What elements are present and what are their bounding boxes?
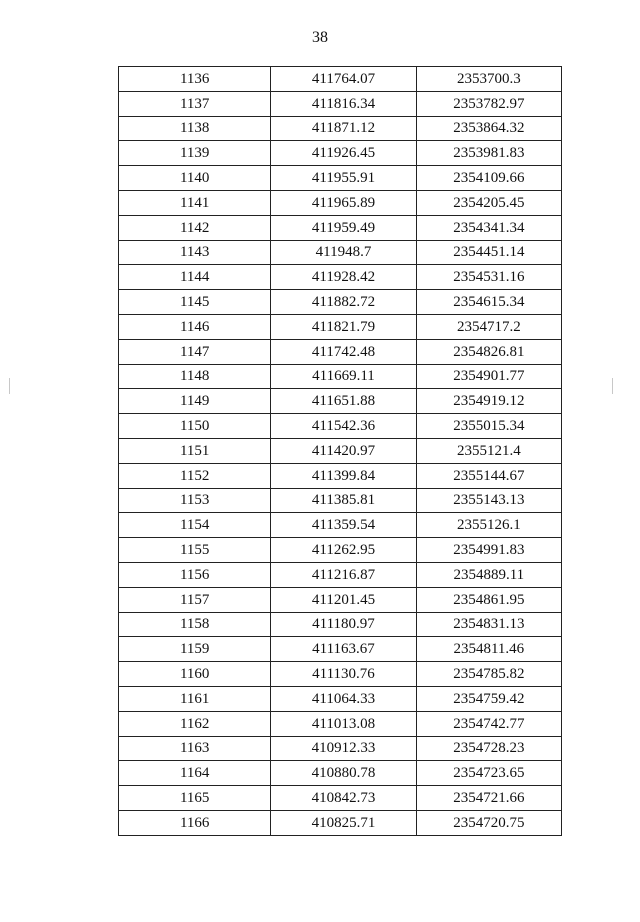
table-row	[119, 67, 562, 92]
cell-point: 1140	[119, 166, 271, 191]
cell-y: 2354889.11	[416, 562, 561, 587]
cell-point: 1150	[119, 414, 271, 439]
table-row	[119, 686, 562, 711]
cell-point: 1163	[119, 736, 271, 761]
table-row	[119, 240, 562, 265]
cell-x: 411959.49	[271, 215, 416, 240]
table-row	[119, 736, 562, 761]
cell-point: 1159	[119, 637, 271, 662]
cell-y: 2354721.66	[416, 786, 561, 811]
cell-point: 1151	[119, 438, 271, 463]
table-row	[119, 711, 562, 736]
cell-point: 1164	[119, 761, 271, 786]
table-row	[119, 513, 562, 538]
cell-x: 411965.89	[271, 190, 416, 215]
cell-point: 1139	[119, 141, 271, 166]
cell-point: 1146	[119, 314, 271, 339]
cell-x: 411948.7	[271, 240, 416, 265]
table-row	[119, 265, 562, 290]
cell-y: 2354811.46	[416, 637, 561, 662]
cell-x: 411871.12	[271, 116, 416, 141]
table-row	[119, 562, 562, 587]
cell-x: 411882.72	[271, 290, 416, 315]
cell-x: 411764.07	[271, 67, 416, 92]
table-row	[119, 488, 562, 513]
cell-y: 2354785.82	[416, 662, 561, 687]
cell-x: 411385.81	[271, 488, 416, 513]
cell-point: 1145	[119, 290, 271, 315]
cell-point: 1147	[119, 339, 271, 364]
cell-point: 1136	[119, 67, 271, 92]
cell-y: 2354720.75	[416, 810, 561, 835]
cell-point: 1153	[119, 488, 271, 513]
scan-mark-right	[612, 378, 613, 394]
cell-y: 2353981.83	[416, 141, 561, 166]
cell-y: 2353864.32	[416, 116, 561, 141]
cell-y: 2354901.77	[416, 364, 561, 389]
table-row	[119, 463, 562, 488]
cell-point: 1142	[119, 215, 271, 240]
cell-y: 2354826.81	[416, 339, 561, 364]
cell-x: 411420.97	[271, 438, 416, 463]
cell-point: 1143	[119, 240, 271, 265]
cell-point: 1160	[119, 662, 271, 687]
cell-point: 1152	[119, 463, 271, 488]
cell-x: 411928.42	[271, 265, 416, 290]
table-row	[119, 364, 562, 389]
cell-y: 2355144.67	[416, 463, 561, 488]
cell-x: 410912.33	[271, 736, 416, 761]
cell-x: 411669.11	[271, 364, 416, 389]
cell-y: 2353700.3	[416, 67, 561, 92]
table-row	[119, 761, 562, 786]
cell-x: 411201.45	[271, 587, 416, 612]
cell-point: 1137	[119, 91, 271, 116]
cell-x: 411821.79	[271, 314, 416, 339]
scan-mark-left	[9, 378, 10, 394]
cell-y: 2355126.1	[416, 513, 561, 538]
cell-y: 2354615.34	[416, 290, 561, 315]
cell-point: 1141	[119, 190, 271, 215]
cell-x: 411542.36	[271, 414, 416, 439]
cell-y: 2354723.65	[416, 761, 561, 786]
cell-x: 411955.91	[271, 166, 416, 191]
table-row	[119, 314, 562, 339]
cell-x: 410880.78	[271, 761, 416, 786]
table-row	[119, 290, 562, 315]
table-row	[119, 637, 562, 662]
cell-x: 411359.54	[271, 513, 416, 538]
table-row	[119, 612, 562, 637]
cell-y: 2355015.34	[416, 414, 561, 439]
cell-x: 411399.84	[271, 463, 416, 488]
cell-x: 411651.88	[271, 389, 416, 414]
cell-x: 411262.95	[271, 538, 416, 563]
cell-x: 410825.71	[271, 810, 416, 835]
cell-y: 2353782.97	[416, 91, 561, 116]
cell-point: 1155	[119, 538, 271, 563]
cell-point: 1156	[119, 562, 271, 587]
cell-y: 2354717.2	[416, 314, 561, 339]
cell-y: 2354109.66	[416, 166, 561, 191]
table-row	[119, 141, 562, 166]
cell-point: 1161	[119, 686, 271, 711]
table-row	[119, 786, 562, 811]
table-row	[119, 116, 562, 141]
cell-point: 1166	[119, 810, 271, 835]
cell-y: 2354728.23	[416, 736, 561, 761]
table-row	[119, 91, 562, 116]
cell-x: 411816.34	[271, 91, 416, 116]
cell-y: 2354205.45	[416, 190, 561, 215]
coordinate-table	[118, 66, 562, 836]
cell-point: 1165	[119, 786, 271, 811]
cell-y: 2355143.13	[416, 488, 561, 513]
table-row	[119, 538, 562, 563]
cell-point: 1158	[119, 612, 271, 637]
cell-point: 1144	[119, 265, 271, 290]
cell-x: 411013.08	[271, 711, 416, 736]
table-row	[119, 810, 562, 835]
table-row	[119, 190, 562, 215]
cell-y: 2354919.12	[416, 389, 561, 414]
cell-x: 411163.67	[271, 637, 416, 662]
cell-point: 1162	[119, 711, 271, 736]
table-row	[119, 438, 562, 463]
cell-y: 2354861.95	[416, 587, 561, 612]
cell-point: 1148	[119, 364, 271, 389]
cell-y: 2354991.83	[416, 538, 561, 563]
cell-y: 2354759.42	[416, 686, 561, 711]
cell-y: 2355121.4	[416, 438, 561, 463]
table-row	[119, 662, 562, 687]
page-number: 38	[312, 29, 328, 46]
cell-x: 411064.33	[271, 686, 416, 711]
table-row	[119, 339, 562, 364]
cell-x: 410842.73	[271, 786, 416, 811]
coordinate-table-body	[119, 67, 562, 836]
cell-point: 1154	[119, 513, 271, 538]
cell-point: 1157	[119, 587, 271, 612]
cell-point: 1138	[119, 116, 271, 141]
cell-y: 2354451.14	[416, 240, 561, 265]
table-row	[119, 215, 562, 240]
cell-point: 1149	[119, 389, 271, 414]
cell-y: 2354831.13	[416, 612, 561, 637]
cell-x: 411742.48	[271, 339, 416, 364]
cell-x: 411180.97	[271, 612, 416, 637]
table-row	[119, 166, 562, 191]
cell-x: 411130.76	[271, 662, 416, 687]
cell-y: 2354742.77	[416, 711, 561, 736]
cell-y: 2354531.16	[416, 265, 561, 290]
cell-x: 411926.45	[271, 141, 416, 166]
table-row	[119, 414, 562, 439]
table-row	[119, 587, 562, 612]
cell-y: 2354341.34	[416, 215, 561, 240]
cell-x: 411216.87	[271, 562, 416, 587]
table-row	[119, 389, 562, 414]
